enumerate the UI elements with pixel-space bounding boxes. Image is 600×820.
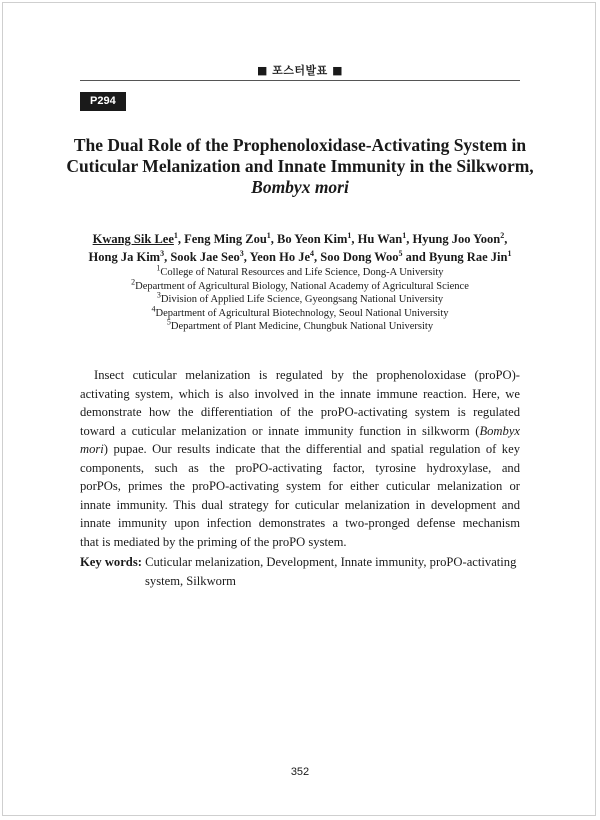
affiliation-text: Department of Agricultural Biology, National Academy of Agricultural Science <box>135 280 469 292</box>
author-sup: 1 <box>402 230 407 240</box>
author-list <box>60 230 540 266</box>
author-name: Hu Wan <box>357 232 403 246</box>
abstract-text: toward a cuticular melanization or innate immunity function in silkworm ( <box>80 423 480 438</box>
author-sup: 1 <box>507 248 512 258</box>
author-name: Soo Dong Woo <box>320 250 399 264</box>
author-sep: , <box>177 232 185 246</box>
author-sep: , <box>243 250 250 264</box>
author-sep: , <box>164 250 171 264</box>
author-sup: 5 <box>398 248 403 258</box>
author-sup: 2 <box>500 230 505 240</box>
affiliation-sup: 4 <box>151 304 156 313</box>
author-name: Hyung Joo Yoon <box>412 232 501 246</box>
abstract-line: innate immunity. This dual strategy for cuticular melanization in development and <box>80 497 520 512</box>
abstract <box>80 366 520 551</box>
abstract-line: activating system, which is also involved in the innate immune reaction. Here, we <box>80 386 520 401</box>
paper-title <box>60 135 540 198</box>
keywords <box>80 553 520 590</box>
section-divider <box>80 80 520 81</box>
abstract-line: demonstrate how the differentiation of the proPO-activating system is regulated <box>80 405 520 419</box>
keywords-label: Key words: <box>80 555 142 569</box>
author-sup: 3 <box>239 248 244 258</box>
affiliation-text: Department of Agricultural Biotechnology, Seoul National University <box>155 307 449 319</box>
abstract-line: components, such as the proPO-activating factor, tyrosine hydroxylase, and <box>80 460 520 475</box>
abstract-line <box>80 440 520 459</box>
author-sep: and <box>402 250 429 264</box>
abstract-line: that is mediated by the priming of the proPO system. <box>80 534 347 549</box>
author-name: Hong Ja Kim <box>88 250 161 264</box>
affiliation-text: College of Natural Resources and Life Science, Dong-A University <box>160 267 444 278</box>
affiliation-2 <box>60 277 540 294</box>
species-name: Bombyx <box>479 423 520 438</box>
abstract-line: innate immunity upon infection demonstrates a two-pronged defense mechanism <box>80 516 520 530</box>
abstract-line: Insect cuticular melanization is regulated by the prophenoloxidase (proPO)- <box>94 368 520 382</box>
author-sep: , <box>270 232 278 246</box>
page-number: 352 <box>290 766 310 778</box>
author-sup: 1 <box>173 230 178 240</box>
author-sep: , <box>504 232 508 246</box>
keywords-line-2: system, Silkworm <box>145 573 236 588</box>
author-name: Byung Rae Jin <box>428 250 508 264</box>
author-sep: , <box>406 232 413 246</box>
species-name: mori <box>80 442 104 456</box>
affiliation-sup: 5 <box>166 317 171 327</box>
abstract-line <box>80 422 520 441</box>
presenting-author: Kwang Sik Lee <box>92 232 174 246</box>
author-line-1 <box>60 230 540 248</box>
poster-id-badge: P294 <box>80 92 126 111</box>
affiliation-sup: 3 <box>156 290 161 300</box>
author-sup: 1 <box>347 230 352 240</box>
author-sup: 1 <box>266 230 271 240</box>
section-header: ■ 포스터발표 ■ <box>256 64 344 77</box>
title-line-2: Cuticular Melanization and Innate Immunity in the Silkworm, <box>66 156 534 176</box>
author-name: Sook Jae Seo <box>170 250 240 264</box>
affiliation-sup: 1 <box>156 263 161 273</box>
affiliation-list <box>60 263 540 334</box>
affiliation-3 <box>60 290 540 307</box>
title-line-1: The Dual Role of the Prophenoloxidase-Activating System in <box>73 135 527 155</box>
affiliation-text: Department of Plant Medicine, Chungbuk National University <box>170 321 434 332</box>
author-sep: , <box>351 232 358 246</box>
abstract-text: ) pupae. Our results indicate that the differential and spatial regulation of key <box>103 442 520 456</box>
affiliation-text: Division of Applied Life Science, Gyeongsang National University <box>160 294 444 305</box>
keywords-line-1: Cuticular melanization, Development, Innate immunity, proPO-activating <box>145 555 517 569</box>
affiliation-5 <box>60 317 540 334</box>
author-sup: 4 <box>310 248 315 258</box>
affiliation-4 <box>60 304 540 321</box>
author-name: Feng Ming Zou <box>184 232 267 246</box>
affiliation-sup: 2 <box>131 277 136 286</box>
title-line-3: Bombyx mori <box>251 177 349 197</box>
author-name: Yeon Ho Je <box>249 250 311 264</box>
author-sup: 3 <box>160 248 165 258</box>
author-sep: , <box>314 250 321 264</box>
abstract-line: porPOs, primes the proPO-activating system for either cuticular melanization or <box>80 479 520 493</box>
author-name: Bo Yeon Kim <box>277 232 348 246</box>
author-line-2 <box>60 248 540 266</box>
